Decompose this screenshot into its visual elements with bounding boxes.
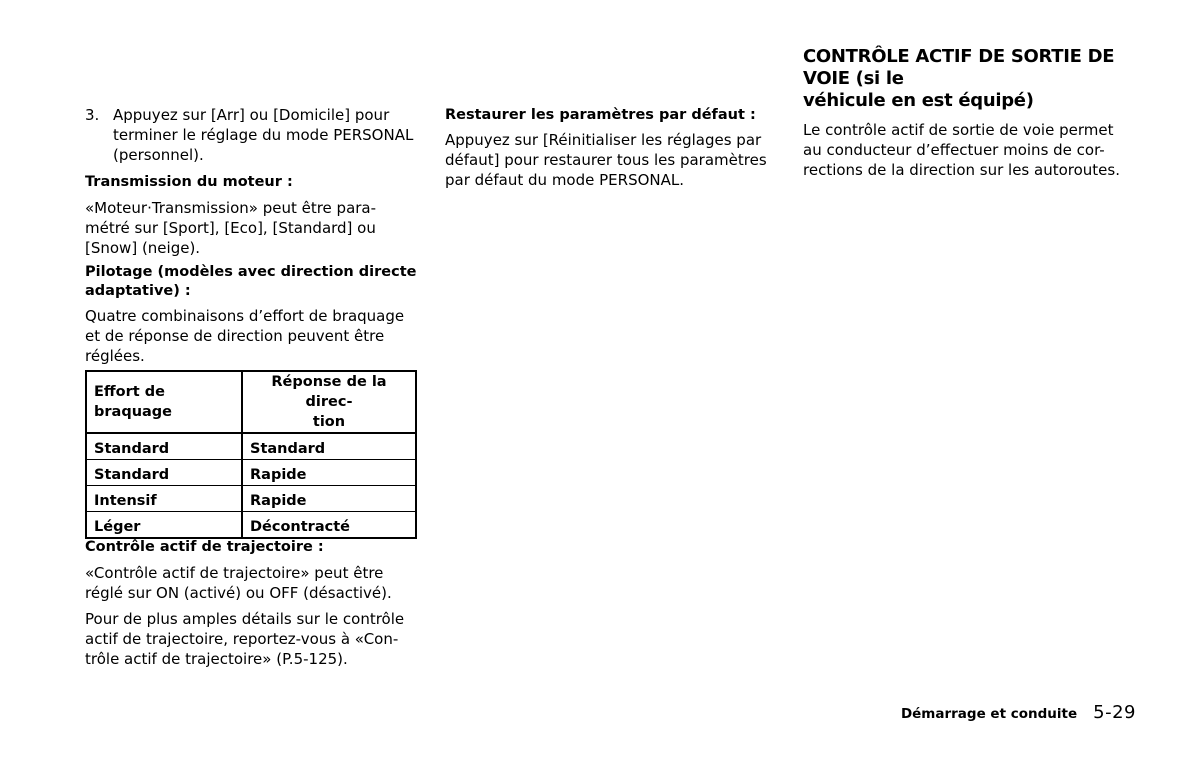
pilotage-heading-line-1: Pilotage (modèles avec direction directe	[85, 264, 417, 280]
lane-departure-line-3: rections de la direction sur les autoroutes.	[803, 161, 1120, 179]
pilotage-section	[85, 263, 417, 366]
restore-line-3: par défaut du mode PERSONAL.	[445, 171, 685, 189]
step-3-line-3: (personnel).	[113, 146, 204, 164]
restore-defaults-section	[445, 106, 776, 190]
table-cell: Standard	[86, 460, 242, 486]
table-row	[86, 486, 416, 512]
table-cell: Décontracté	[242, 512, 416, 539]
pilotage-heading-line-2: adaptative) :	[85, 283, 191, 299]
restore-line-2: défaut] pour restaurer tous les paramètres	[445, 151, 767, 169]
table-cell: Rapide	[242, 460, 416, 486]
table-header-reponse: Réponse de la direc- tion	[242, 371, 416, 433]
step-3	[85, 105, 417, 165]
section-title-line-2: véhicule en est équipé)	[803, 90, 1034, 111]
page-footer	[901, 702, 1136, 723]
trajectoire-section	[85, 538, 417, 669]
steering-options-table	[85, 370, 417, 539]
lane-departure-line-2: au conducteur d’effectuer moins de cor-	[803, 141, 1105, 159]
trajectoire-para2-line-2: actif de trajectoire, reportez-vous à «Con-	[85, 630, 399, 648]
table-header-effort: Effort de braquage	[86, 371, 242, 433]
table-header-row	[86, 371, 416, 433]
transmission-line-1: «Moteur·Transmission» peut être para-	[85, 199, 377, 217]
pilotage-line-3: réglées.	[85, 347, 145, 365]
step-3-line-2: terminer le réglage du mode PERSONAL	[113, 126, 414, 144]
trajectoire-para2-line-1: Pour de plus amples détails sur le contrôle	[85, 610, 405, 628]
trajectoire-para1-line-2: réglé sur ON (activé) ou OFF (désactivé).	[85, 584, 392, 602]
lane-departure-section	[803, 46, 1136, 180]
page-number: 5-29	[1093, 702, 1136, 723]
trajectoire-heading: Contrôle actif de trajectoire :	[85, 539, 324, 555]
step-number: 3.	[85, 106, 100, 124]
table-row	[86, 512, 416, 539]
pilotage-line-2: et de réponse de direction peuvent être	[85, 327, 385, 345]
table-cell: Standard	[86, 433, 242, 460]
transmission-heading: Transmission du moteur :	[85, 174, 293, 190]
section-title-line-1: CONTRÔLE ACTIF DE SORTIE DE VOIE (si le	[803, 46, 1115, 89]
transmission-section	[85, 173, 417, 258]
table-cell: Standard	[242, 433, 416, 460]
transmission-line-3: [Snow] (neige).	[85, 239, 201, 257]
table-row	[86, 460, 416, 486]
lane-departure-line-1: Le contrôle actif de sortie de voie permet	[803, 121, 1114, 139]
trajectoire-para2-line-3: trôle actif de trajectoire» (P.5-125).	[85, 650, 348, 668]
step-3-line-1: Appuyez sur [Arr] ou [Domicile] pour	[113, 106, 390, 124]
trajectoire-para1-line-1: «Contrôle actif de trajectoire» peut être	[85, 564, 384, 582]
transmission-line-2: métré sur [Sport], [Eco], [Standard] ou	[85, 219, 376, 237]
table-cell: Léger	[86, 512, 242, 539]
table-cell: Intensif	[86, 486, 242, 512]
table-cell: Rapide	[242, 486, 416, 512]
table-row	[86, 433, 416, 460]
pilotage-line-1: Quatre combinaisons d’effort de braquage	[85, 307, 405, 325]
restore-line-1: Appuyez sur [Réinitialiser les réglages par	[445, 131, 762, 149]
chapter-title: Démarrage et conduite	[900, 706, 1078, 722]
restore-heading: Restaurer les paramètres par défaut :	[445, 107, 756, 123]
